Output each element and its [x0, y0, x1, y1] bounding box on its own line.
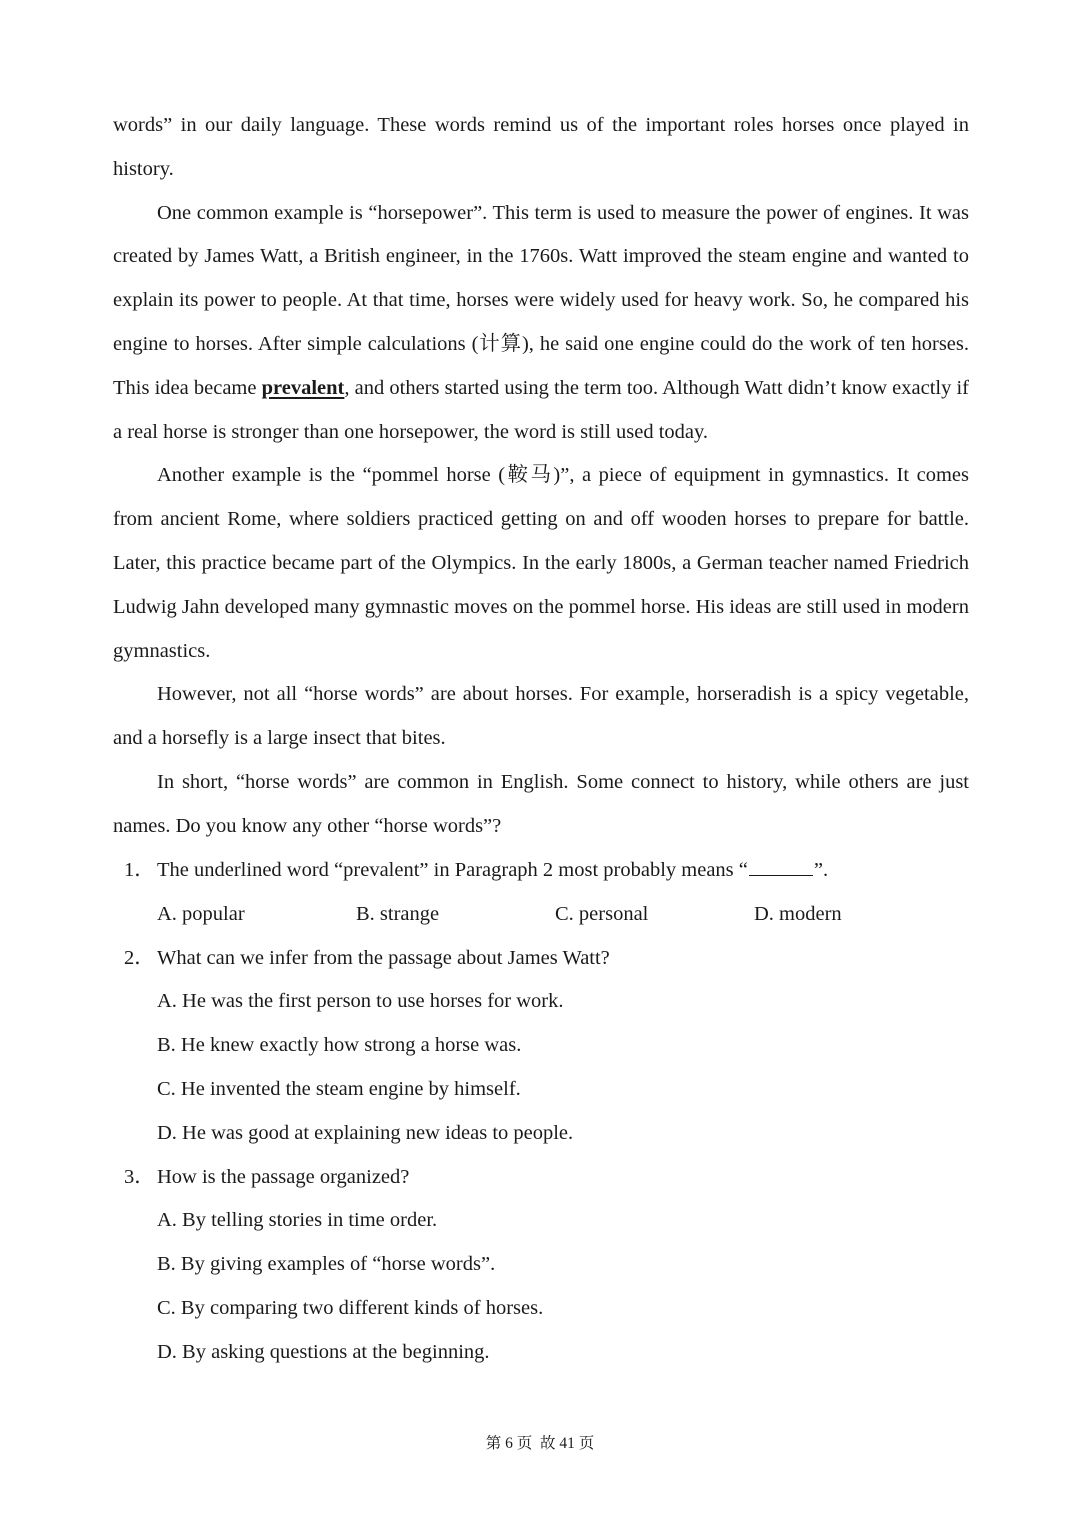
paragraph-2-text-after: , and others started using the term too. Although Watt didn’t know exactly if a real horse is stronger than one horsepower, the word is still used today. — [113, 376, 970, 443]
question-2-stem — [113, 937, 969, 981]
question-3-option-c: C. By comparing two different kinds of horses. — [157, 1296, 544, 1319]
question-3-number: 3 ． — [124, 1156, 155, 1200]
question-1-options — [113, 893, 969, 937]
question-1-option-d: D. modern — [754, 902, 842, 925]
question-3 — [113, 1156, 969, 1375]
question-2-option-c: C. He invented the steam engine by himself. — [157, 1077, 521, 1100]
question-3-stem — [113, 1156, 969, 1200]
question-2-stem-text: What can we infer from the passage about James Watt? — [157, 946, 610, 969]
question-list — [113, 849, 969, 1375]
question-1 — [113, 849, 969, 937]
question-1-number: 1 ． — [124, 849, 155, 893]
question-2-option-d: D. He was good at explaining new ideas to people. — [157, 1121, 574, 1144]
question-3-option-d: D. By asking questions at the beginning. — [157, 1340, 490, 1363]
paragraph-3: Another example is the “pommel horse (鞍马)”, a piece of equipment in gymnastics. It comes from ancient Rome, where soldiers practiced getting on and off wooden horses to prepare for battle. Later, this practice became part of the Olympics. In the early 1800s, a German teacher named Friedrich Ludwig Jahn developed many gymnastic moves on the pommel horse. His ideas are still used in modern gymnastics. — [113, 464, 969, 662]
question-2-option-b: B. He knew exactly how strong a horse was. — [157, 1034, 522, 1057]
question-1-option-b: B. strange — [356, 902, 440, 925]
page-footer: 第 6 页 故 41 页 — [485, 1435, 595, 1452]
question-3-option-b: B. By giving examples of “horse words”. — [157, 1253, 496, 1276]
answer-blank — [749, 857, 813, 876]
underlined-word-prevalent: prevalent — [261, 376, 345, 399]
paragraph-2-text-before: One common example is “horsepower”. This term is used to measure the power of engines. It was created by James Watt, a British engineer, in the 1760s. Watt improved the steam engine and wanted to explain its power to people. At that time, horses were widely used for heavy work. So, he compared his engine to horses. After simple calculations (计算), he said one engine could do the work of ten horses. This idea became — [113, 201, 969, 399]
question-1-stem — [113, 849, 969, 893]
reading-passage — [113, 104, 969, 849]
question-2-number: 2 ． — [124, 937, 155, 981]
paragraph-2 — [113, 192, 969, 455]
question-1-option-c: C. personal — [555, 902, 649, 925]
paragraph-4: However, not all “horse words” are about horses. For example, horseradish is a spicy vegetable, and a horsefly is a large insect that bites. — [113, 683, 969, 750]
question-3-stem-text: How is the passage organized? — [157, 1165, 410, 1188]
question-1-stem-text-after: ”. — [813, 859, 829, 881]
question-3-option-a: A. By telling stories in time order. — [157, 1209, 438, 1232]
paragraph-5: In short, “horse words” are common in English. Some connect to history, while others are just names. Do you know any other “horse words”? — [113, 770, 969, 837]
question-1-stem-text-before: The underlined word “prevalent” in Paragraph 2 most probably means “ — [157, 859, 748, 881]
paragraph-1: words” in our daily language. These words remind us of the important roles horses once played in history. — [113, 114, 969, 180]
question-2-option-a: A. He was the first person to use horses for work. — [157, 990, 564, 1013]
question-2 — [113, 937, 969, 1156]
question-1-option-a: A. popular — [157, 902, 245, 925]
